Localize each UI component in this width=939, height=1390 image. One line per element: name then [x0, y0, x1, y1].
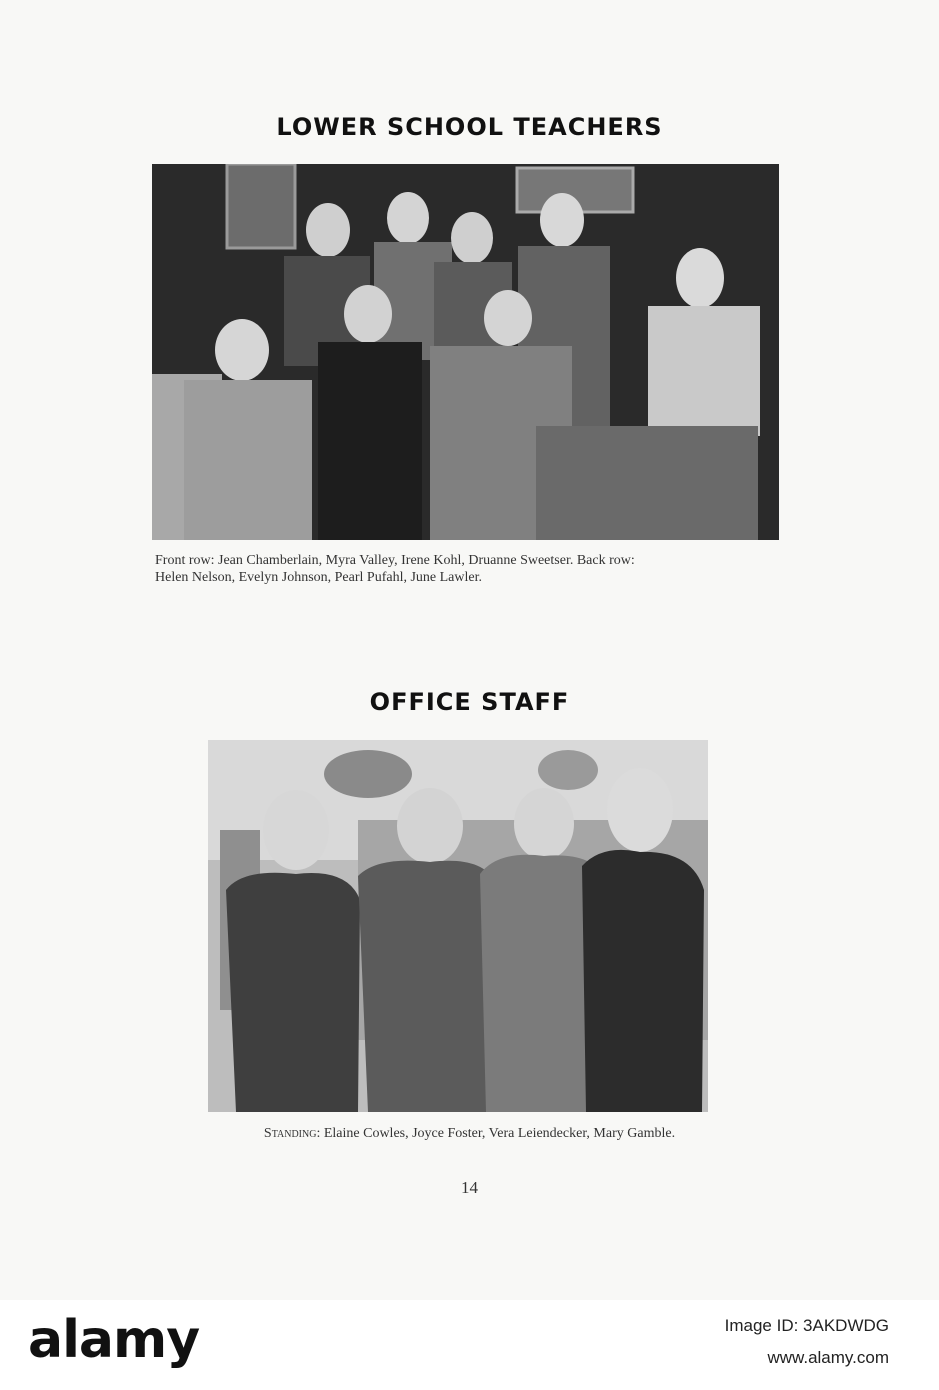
office-staff-caption — [0, 1125, 939, 1142]
alamy-logo: alamy — [28, 1310, 200, 1370]
image-id: Image ID: 3AKDWDG — [724, 1316, 889, 1335]
caption-names: Elaine Cowles, Joyce Foster, Vera Leiendecker, Mary Gamble. — [320, 1126, 676, 1141]
lower-school-teachers-heading: LOWER SCHOOL TEACHERS — [276, 113, 663, 141]
stock-footer — [0, 1300, 939, 1390]
page-number: 14 — [461, 1178, 478, 1197]
caption-line-1: Front row: Jean Chamberlain, Myra Valley, Irene Kohl, Druanne Sweetser. Back row: — [155, 553, 635, 568]
caption-lead: Standing: — [263, 1126, 321, 1141]
stock-url: www.alamy.com — [767, 1348, 889, 1367]
office-staff-heading: OFFICE STAFF — [369, 688, 570, 716]
caption-line-2: Helen Nelson, Evelyn Johnson, Pearl Pufahl, June Lawler. — [155, 570, 482, 585]
office-staff-photo — [208, 740, 708, 1112]
lower-school-teachers-caption — [155, 552, 795, 586]
lower-school-teachers-photo — [152, 164, 779, 540]
